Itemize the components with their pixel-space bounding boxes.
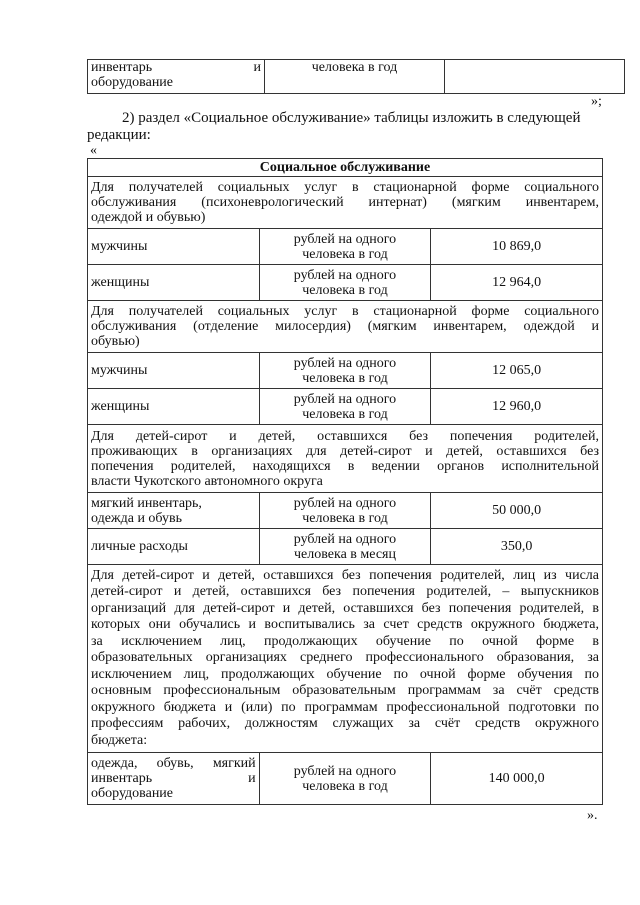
row-label: мужчины bbox=[88, 229, 260, 265]
section-header-row bbox=[88, 177, 603, 229]
table-row bbox=[88, 265, 603, 301]
row-value: 10 869,0 bbox=[431, 229, 603, 265]
section-header: Для детей-сирот и детей, оставшихся без попечения родителей, лиц из числа детей-сирот и детей, оставшихся без попечения родителей, – выпускников организаций для детей-сирот и детей, оставшихся без попечения родителей, в которых они обучались и воспитывались за счет средств окружного бюджета, за исключением лиц, продолжающих обучение по очной форме в образовательных организациях среднего профессионального образования, за исключением лиц, продолжающих обучение по очной форме обучения по основным профессиональным образовательным программам за счёт средств окружного бюджета и (или) по программам профессиональной подготовки по профессиям рабочих, должностям служащих за счёт средств окружного бюджета: bbox=[88, 565, 603, 753]
row-value: 350,0 bbox=[431, 529, 603, 565]
row-value: 140 000,0 bbox=[431, 753, 603, 805]
title-row bbox=[88, 159, 603, 177]
item-label-line2: оборудование bbox=[91, 75, 174, 90]
row-label: одежда, обувь, мягкий инвентарь и оборудование bbox=[88, 753, 260, 805]
section-header: Для получателей социальных услуг в стационарной форме социального обслуживания (отделение милосердия) (мягким инвентарем, одеждой и обувью) bbox=[88, 301, 603, 353]
unit-label: человека в год bbox=[311, 60, 398, 75]
row-value: 12 065,0 bbox=[431, 353, 603, 389]
table-row bbox=[88, 753, 603, 805]
row-value: 12 964,0 bbox=[431, 265, 603, 301]
opening-quote: « bbox=[90, 143, 97, 158]
row-label: личные расходы bbox=[88, 529, 260, 565]
item-label-line1: инвентарь bbox=[91, 60, 153, 75]
section-header-row bbox=[88, 301, 603, 353]
row-label: женщины bbox=[88, 265, 260, 301]
item-label-line1-tail: и bbox=[253, 60, 261, 75]
table-row bbox=[88, 60, 625, 94]
row-value: 12 960,0 bbox=[431, 389, 603, 425]
row-unit: рублей на одного человека в год bbox=[259, 493, 431, 529]
row-unit: рублей на одного человека в год bbox=[259, 265, 431, 301]
table-row bbox=[88, 529, 603, 565]
row-label: мягкий инвентарь, одежда и обувь bbox=[88, 493, 260, 529]
table-title: Социальное обслуживание bbox=[88, 159, 603, 177]
value-cell bbox=[445, 60, 625, 94]
unit-cell bbox=[265, 60, 445, 94]
social-service-table bbox=[87, 158, 603, 805]
row-unit: рублей на одного человека в месяц bbox=[259, 529, 431, 565]
section-header-row bbox=[88, 425, 603, 493]
section-header: Для детей-сирот и детей, оставшихся без попечения родителей, проживающих в организациях для детей-сирот и детей, оставшихся без попечения родителей, находящихся в ведении органов исполнительной власти Чукотского автономного округа bbox=[88, 425, 603, 493]
section-header: Для получателей социальных услуг в стационарной форме социального обслуживания (психоневрологический интернат) (мягким инвентарем, одеждой и обувью) bbox=[88, 177, 603, 229]
paragraph-line-1: 2) раздел «Социальное обслуживание» таблицы изложить в следующей bbox=[122, 110, 581, 126]
table-row bbox=[88, 493, 603, 529]
item-label-cell bbox=[88, 60, 265, 94]
section-header-row bbox=[88, 565, 603, 753]
table-row bbox=[88, 389, 603, 425]
table-row bbox=[88, 353, 603, 389]
closing-quote-1: »; bbox=[591, 94, 602, 109]
paragraph-line-2: редакции: bbox=[87, 127, 151, 143]
row-unit: рублей на одного человека в год bbox=[259, 229, 431, 265]
table-row bbox=[88, 229, 603, 265]
closing-quote-2: ». bbox=[587, 808, 598, 823]
previous-table-fragment bbox=[87, 59, 625, 94]
row-unit: рублей на одного человека в год bbox=[259, 753, 431, 805]
row-label: мужчины bbox=[88, 353, 260, 389]
row-label: женщины bbox=[88, 389, 260, 425]
row-unit: рублей на одного человека в год bbox=[259, 353, 431, 389]
row-unit: рублей на одного человека в год bbox=[259, 389, 431, 425]
row-value: 50 000,0 bbox=[431, 493, 603, 529]
